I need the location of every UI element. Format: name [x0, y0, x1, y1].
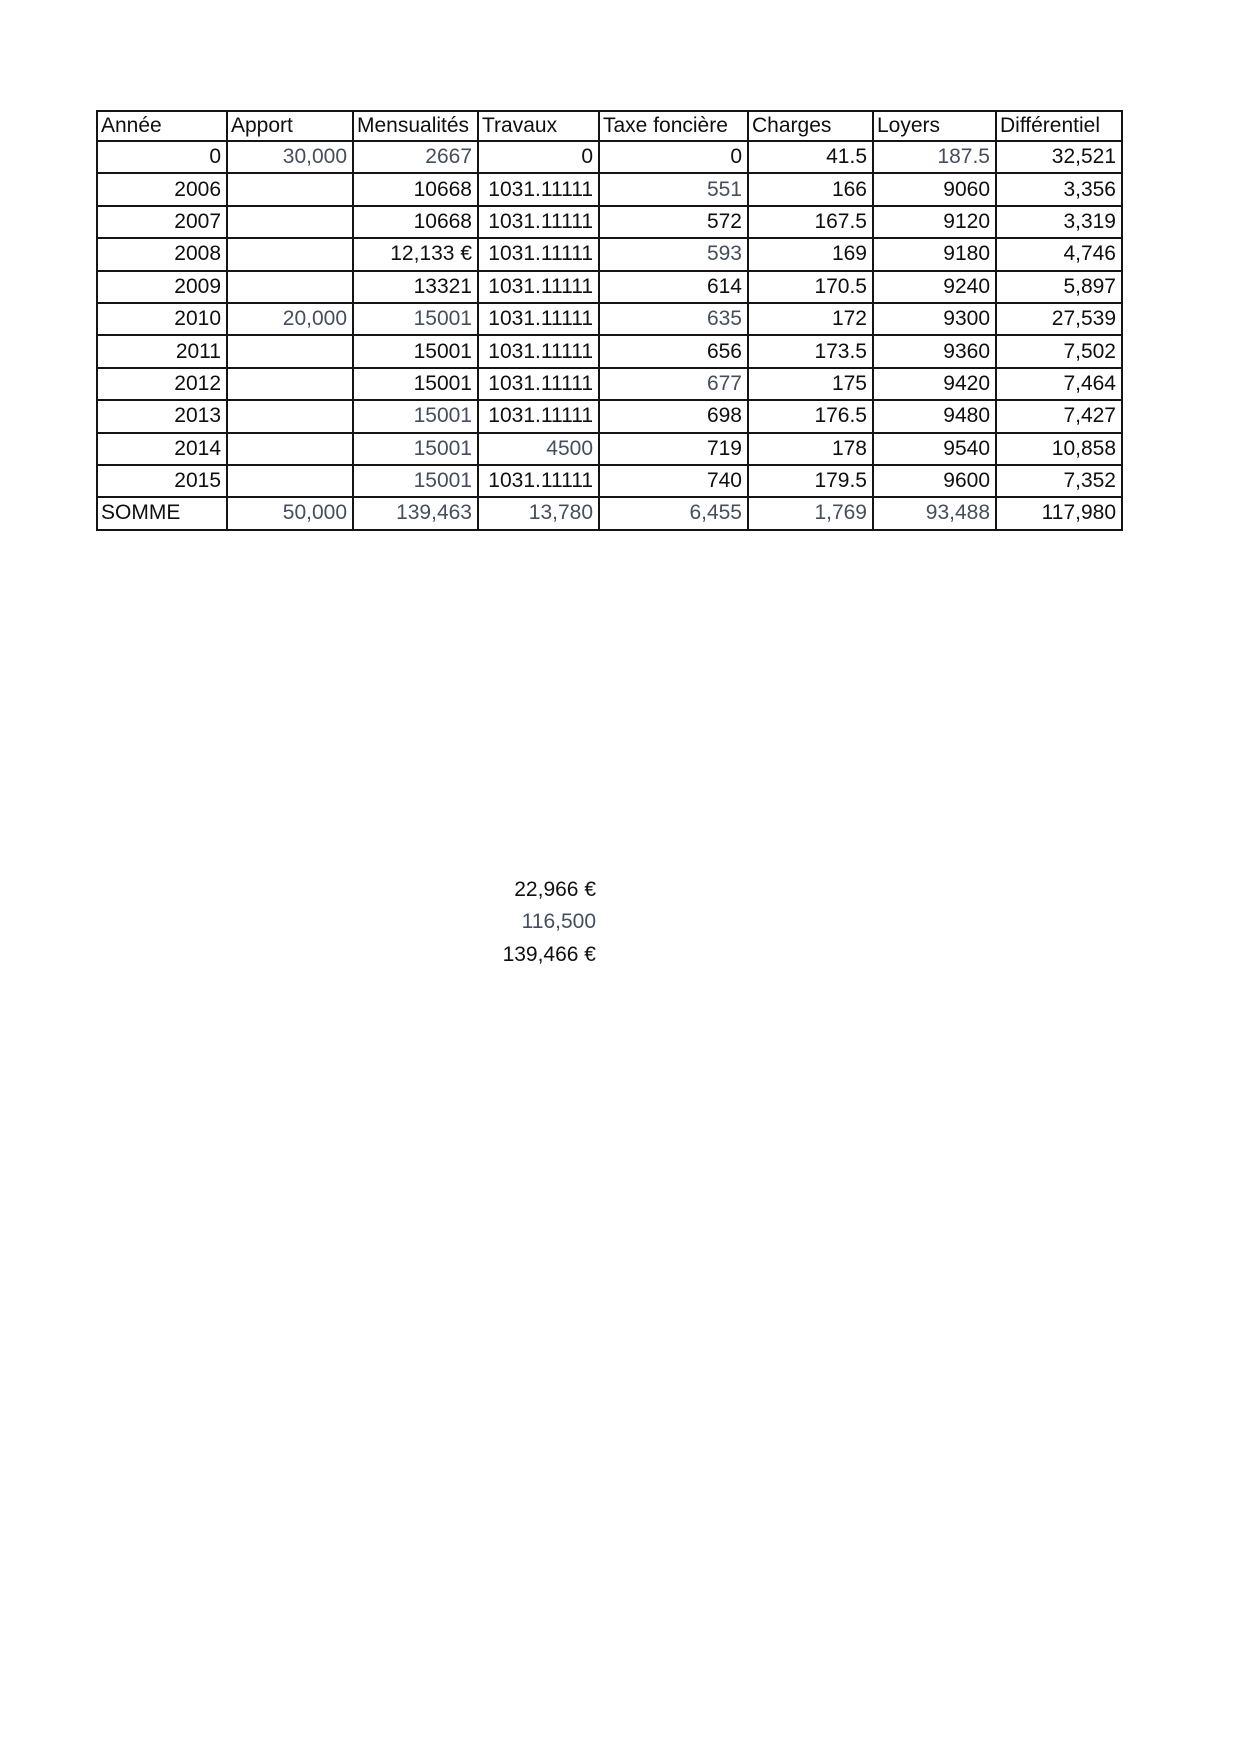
table-cell: 50,000: [227, 497, 353, 529]
table-row: [97, 206, 1122, 238]
table-cell: 166: [748, 173, 873, 205]
column-header-6: Charges: [748, 111, 873, 141]
table-cell: 170.5: [748, 271, 873, 303]
table-cell: 614: [599, 271, 748, 303]
table-cell: 41.5: [748, 141, 873, 173]
table-cell: 139,463: [353, 497, 478, 529]
table-cell: 593: [599, 238, 748, 270]
table-cell: 1,769: [748, 497, 873, 529]
table-cell: 9360: [873, 335, 996, 367]
table-cell: 9540: [873, 433, 996, 465]
table-row: [97, 465, 1122, 497]
table-cell: 572: [599, 206, 748, 238]
row-label-cell: 2014: [97, 433, 227, 465]
table-cell: [227, 173, 353, 205]
table-cell: 677: [599, 368, 748, 400]
row-label-cell: SOMME: [97, 497, 227, 529]
column-header-2: Apport: [227, 111, 353, 141]
table-cell: 30,000: [227, 141, 353, 173]
table-cell: 187.5: [873, 141, 996, 173]
table-cell: 5,897: [996, 271, 1122, 303]
summary-line-1: 22,966 €: [514, 878, 596, 901]
row-label-cell: 2006: [97, 173, 227, 205]
table-cell: 635: [599, 303, 748, 335]
row-label-cell: 2010: [97, 303, 227, 335]
table-row: [97, 497, 1122, 529]
table-cell: 10,858: [996, 433, 1122, 465]
table-cell: 12,133 €: [353, 238, 478, 270]
table-cell: 167.5: [748, 206, 873, 238]
table-cell: 1031.11111: [478, 335, 599, 367]
table-cell: 1031.11111: [478, 368, 599, 400]
table-cell: 7,502: [996, 335, 1122, 367]
table-cell: 1031.11111: [478, 238, 599, 270]
table-cell: [227, 368, 353, 400]
table-cell: 0: [599, 141, 748, 173]
table-cell: 1031.11111: [478, 173, 599, 205]
table-cell: 1031.11111: [478, 303, 599, 335]
column-header-8: Différentiel: [996, 111, 1122, 141]
row-label-cell: 2012: [97, 368, 227, 400]
table-cell: [227, 433, 353, 465]
table-cell: 13,780: [478, 497, 599, 529]
table-cell: 2667: [353, 141, 478, 173]
finance-table: [96, 110, 1123, 531]
table-cell: [227, 335, 353, 367]
table-cell: 15001: [353, 433, 478, 465]
row-label-cell: 2015: [97, 465, 227, 497]
table-cell: 4,746: [996, 238, 1122, 270]
table-cell: 9600: [873, 465, 996, 497]
row-label-cell: 2008: [97, 238, 227, 270]
table-cell: 117,980: [996, 497, 1122, 529]
table-cell: 9420: [873, 368, 996, 400]
table-row: [97, 271, 1122, 303]
table-cell: 1031.11111: [478, 400, 599, 432]
table-row: [97, 173, 1122, 205]
row-label-cell: 2007: [97, 206, 227, 238]
column-header-1: Année: [97, 111, 227, 141]
table-cell: 740: [599, 465, 748, 497]
column-header-5: Taxe foncière: [599, 111, 748, 141]
table-cell: 9480: [873, 400, 996, 432]
table-cell: 7,464: [996, 368, 1122, 400]
table-cell: 13321: [353, 271, 478, 303]
table-cell: 1031.11111: [478, 271, 599, 303]
table-cell: 15001: [353, 368, 478, 400]
table-cell: 0: [478, 141, 599, 173]
table-cell: 3,319: [996, 206, 1122, 238]
table-cell: 27,539: [996, 303, 1122, 335]
row-label-cell: 2009: [97, 271, 227, 303]
table-cell: 172: [748, 303, 873, 335]
table-cell: 698: [599, 400, 748, 432]
table-row: [97, 303, 1122, 335]
table-cell: 9180: [873, 238, 996, 270]
table-cell: 32,521: [996, 141, 1122, 173]
table-cell: 7,352: [996, 465, 1122, 497]
table-row: [97, 335, 1122, 367]
table-cell: 551: [599, 173, 748, 205]
table-cell: 9300: [873, 303, 996, 335]
table-cell: [227, 271, 353, 303]
table-row: [97, 141, 1122, 173]
table-row: [97, 238, 1122, 270]
table-cell: [227, 400, 353, 432]
header-row: [97, 111, 1122, 141]
table-cell: 10668: [353, 206, 478, 238]
table-cell: 15001: [353, 400, 478, 432]
row-label-cell: 2013: [97, 400, 227, 432]
table-cell: 4500: [478, 433, 599, 465]
table-row: [97, 368, 1122, 400]
table-cell: 9120: [873, 206, 996, 238]
table-cell: 15001: [353, 465, 478, 497]
table-cell: 178: [748, 433, 873, 465]
summary-block: [300, 874, 596, 971]
table-cell: 179.5: [748, 465, 873, 497]
table-cell: [227, 238, 353, 270]
table-cell: 1031.11111: [478, 206, 599, 238]
summary-line-2: 116,500: [521, 910, 596, 934]
table-cell: 1031.11111: [478, 465, 599, 497]
table-cell: 20,000: [227, 303, 353, 335]
table-cell: 3,356: [996, 173, 1122, 205]
table-cell: [227, 465, 353, 497]
table-cell: 7,427: [996, 400, 1122, 432]
row-label-cell: 0: [97, 141, 227, 173]
table-cell: 175: [748, 368, 873, 400]
table-cell: 10668: [353, 173, 478, 205]
table-cell: 656: [599, 335, 748, 367]
table-cell: 176.5: [748, 400, 873, 432]
table-row: [97, 400, 1122, 432]
summary-line-3: 139,466 €: [502, 942, 596, 966]
table-cell: 6,455: [599, 497, 748, 529]
column-header-7: Loyers: [873, 111, 996, 141]
table-row: [97, 433, 1122, 465]
table-cell: 9240: [873, 271, 996, 303]
table-cell: 169: [748, 238, 873, 270]
table-cell: [227, 206, 353, 238]
table-cell: 9060: [873, 173, 996, 205]
table-cell: 93,488: [873, 497, 996, 529]
table-cell: 719: [599, 433, 748, 465]
table-cell: 173.5: [748, 335, 873, 367]
column-header-4: Travaux: [478, 111, 599, 141]
column-header-3: Mensualités: [353, 111, 478, 141]
table-cell: 15001: [353, 303, 478, 335]
row-label-cell: 2011: [97, 335, 227, 367]
table-cell: 15001: [353, 335, 478, 367]
